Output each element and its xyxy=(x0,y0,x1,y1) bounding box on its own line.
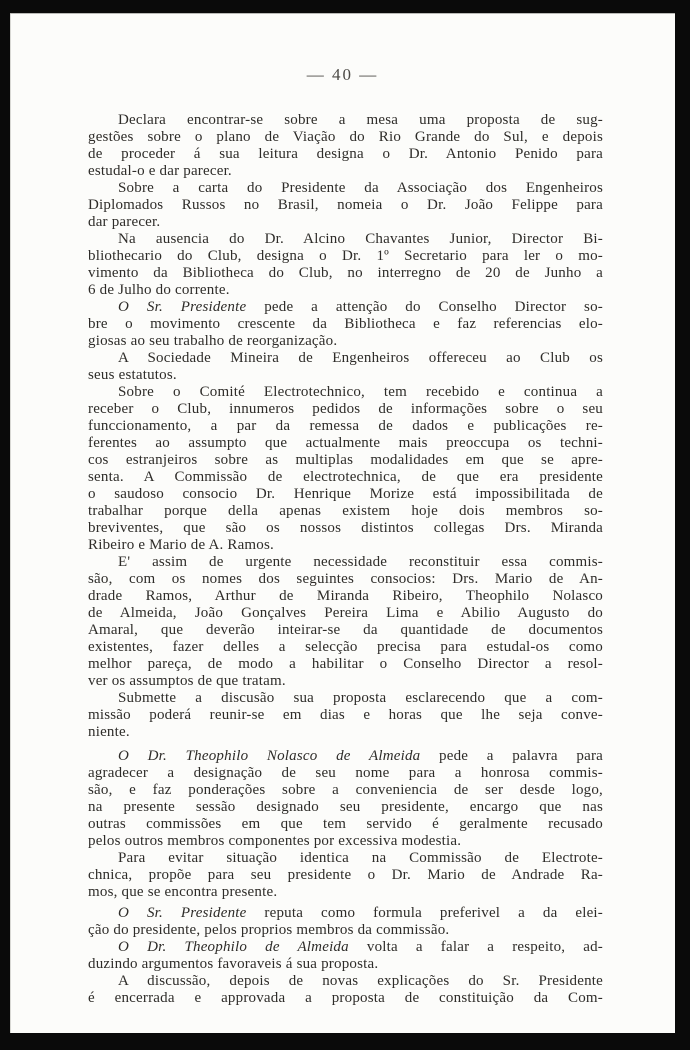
text-line: Para evitar situação identica na Commissão de Electrote- xyxy=(118,850,603,866)
paragraph xyxy=(88,905,603,939)
text-line: A discussão, depois de novas explicações do Sr. Presidente xyxy=(118,973,603,989)
speaker-name: O Sr. Presidente xyxy=(118,905,247,921)
text-line: é encerrada e approvada a proposta de constituição da Com- xyxy=(88,990,603,1006)
text-line: niente. xyxy=(88,724,130,740)
text-line: outras commissões em que tem servido é geralmente recusado xyxy=(88,816,603,832)
text-line: são, e faz ponderações sobre a conveniencia de ser desde logo, xyxy=(88,782,603,798)
text-line: gestões sobre o plano de Viação do Rio Grande do Sul, e depois xyxy=(88,129,603,145)
text-line: estudal-o e dar parecer. xyxy=(88,163,232,179)
paragraph xyxy=(88,554,603,690)
text-line: mos, que se encontra presente. xyxy=(88,884,278,900)
text-line: breviventes, que são os nossos distintos collegas Drs. Miranda xyxy=(88,520,603,536)
speaker-name: O Dr. Theophilo de Almeida xyxy=(118,939,349,955)
text-line: Submette a discusão sua proposta esclarecendo que a com- xyxy=(118,690,603,706)
paragraph xyxy=(88,180,603,231)
text-line: Sobre o Comité Electrotechnico, tem recebido e continua a xyxy=(118,384,603,400)
text-line: trabalhar porque della apenas existem hoje dois membros so- xyxy=(88,503,603,519)
text-line: de Almeida, João Gonçalves Pereira Lima e Abilio Augusto do xyxy=(88,605,603,621)
text-line: dar parecer. xyxy=(88,214,161,230)
text-line: pelos outros membros componentes por excessiva modestia. xyxy=(88,833,462,849)
text-line: são, com os nomes dos seguintes consocios: Drs. Mario de An- xyxy=(88,571,603,587)
text-line: funccionamento, a par da remessa de dados e publicações re- xyxy=(88,418,603,434)
paragraph xyxy=(88,748,603,850)
paragraph xyxy=(88,384,603,554)
text-line: O Sr. Presidente pede a attenção do Conselho Director so- xyxy=(118,299,603,315)
text-line: E' assim de urgente necessidade reconstituir essa commis- xyxy=(118,554,603,570)
text-line: senta. A Commissão de electrotechnica, de que era presidente xyxy=(88,469,603,485)
text-line: Declara encontrar-se sobre a mesa uma proposta de sug- xyxy=(118,112,603,128)
paragraph xyxy=(88,973,603,1007)
text-line: O Dr. Theophilo de Almeida volta a falar a respeito, ad- xyxy=(118,939,604,955)
text-line: Amaral, que deverão inteirar-se da quantidade de documentos xyxy=(88,622,603,638)
text-line: existentes, fazer delles a selecção precisa para estudal-os como xyxy=(88,639,603,655)
text-line: Diplomados Russos no Brasil, nomeia o Dr. João Felippe para xyxy=(88,197,603,213)
text-line: chnica, propõe para seu presidente o Dr. Mario de Andrade Ra- xyxy=(88,867,603,883)
text-line: O Sr. Presidente reputa como formula preferivel a da elei- xyxy=(118,905,603,921)
text-line: melhor pareça, de modo a habilitar o Conselho Director a resol- xyxy=(88,656,603,672)
text-line: Sobre a carta do Presidente da Associação dos Engenheiros xyxy=(118,180,603,196)
paragraph xyxy=(88,690,603,741)
paragraph xyxy=(88,299,603,350)
text-line: 6 de Julho do corrente. xyxy=(88,282,230,298)
page-number: — 40 — xyxy=(306,65,379,84)
speaker-name: O Sr. Presidente xyxy=(118,299,247,315)
text-line: giosas ao seu trabalho de reorganização. xyxy=(88,333,338,349)
text-line: bliothecario do Club, designa o Dr. 1º Secretario para ler o mo- xyxy=(88,248,603,264)
text-line: na presente sessão designado seu presidente, encargo que nas xyxy=(88,799,603,815)
text-line: drade Ramos, Arthur de Miranda Ribeiro, Theophilo Nolasco xyxy=(88,588,603,604)
text-line: seus estatutos. xyxy=(88,367,177,383)
text-line: Ribeiro e Mario de A. Ramos. xyxy=(88,537,274,553)
text-line: ção do presidente, pelos proprios membros da commissão. xyxy=(88,922,450,938)
text-line: receber o Club, innumeros pedidos de informações sobre o seu xyxy=(88,401,603,417)
text-line: vimento da Bibliotheca do Club, no interregno de 20 de Junho a xyxy=(88,265,603,281)
text-line: missão poderá reunir-se em dias e horas que lhe seja conve- xyxy=(88,707,603,723)
paragraph xyxy=(88,350,603,384)
paragraph xyxy=(88,231,603,299)
document-page xyxy=(10,13,675,1033)
page-body xyxy=(88,112,603,1007)
speaker-name: O Dr. Theophilo Nolasco de Almeida xyxy=(118,748,421,764)
paragraph xyxy=(88,939,603,973)
text-line: ferentes ao assumpto que actualmente mais preoccupa os techni- xyxy=(88,435,603,451)
text-line: Na ausencia do Dr. Alcino Chavantes Junior, Director Bi- xyxy=(118,231,603,247)
text-line: O Dr. Theophilo Nolasco de Almeida pede a palavra para xyxy=(118,748,603,764)
paragraph xyxy=(88,112,603,180)
text-line: de proceder á sua leitura designa o Dr. Antonio Penido para xyxy=(88,146,603,162)
text-line: bre o movimento crescente da Bibliotheca e faz referencias elo- xyxy=(88,316,603,332)
paragraph xyxy=(88,850,603,901)
text-line: o saudoso consocio Dr. Henrique Morize está impossibilitada de xyxy=(88,486,603,502)
text-line: cos estranjeiros sobre as multiplas modalidades em que se apre- xyxy=(88,452,603,468)
text-line: duzindo argumentos favoraveis á sua proposta. xyxy=(88,956,379,972)
text-line: ver os assumptos de que tratam. xyxy=(88,673,286,689)
text-line: A Sociedade Mineira de Engenheiros offereceu ao Club os xyxy=(118,350,603,366)
text-line: agradecer a designação de seu nome para a honrosa commis- xyxy=(88,765,603,781)
